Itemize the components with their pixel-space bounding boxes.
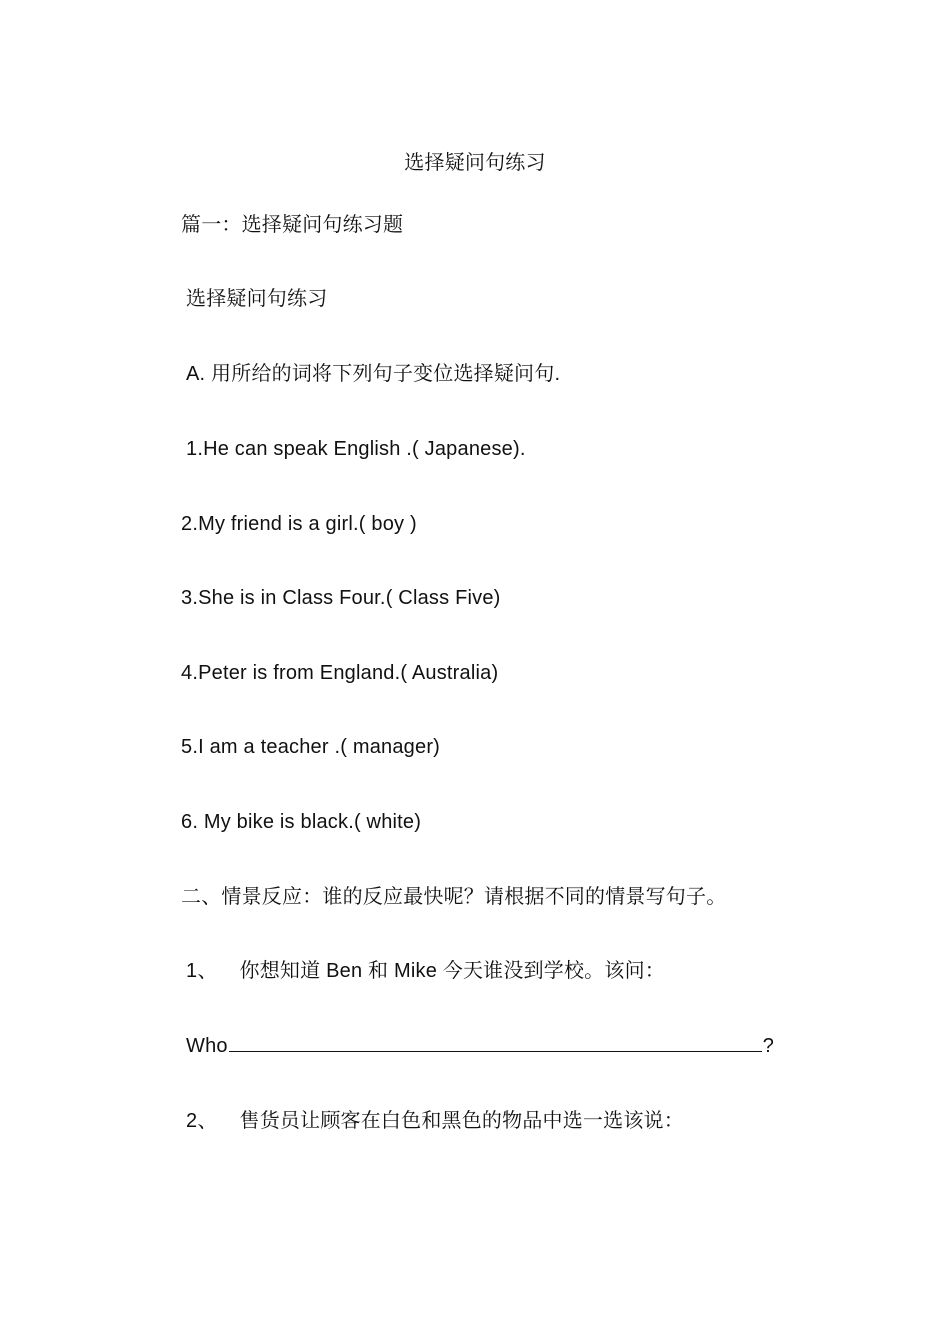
situation-item-2	[186, 1107, 684, 1135]
situation-item-1-number: 1、	[186, 960, 218, 982]
document-title: 选择疑问句练习	[404, 152, 546, 174]
exercise-item-1: 1.He can speak English .( Japanese).	[186, 438, 526, 460]
part-two-instruction: 二、情景反应：谁的反应最快呢？请根据不同的情景写句子。	[181, 886, 727, 908]
answer-line-1	[186, 1032, 774, 1060]
situation-item-1	[186, 957, 665, 985]
exercise-item-6: 6. My bike is black.( white)	[181, 811, 422, 833]
exercise-item-4: 4.Peter is from England.( Australia)	[181, 662, 499, 684]
answer-suffix: ?	[762, 1035, 775, 1057]
part-a-instruction: A. 用所给的词将下列句子变位选择疑问句.	[186, 363, 561, 385]
situation-item-2-text: 售货员让顾客在白色和黑色的物品中选一选该说：	[239, 1110, 684, 1132]
exercise-item-3: 3.She is in Class Four.( Class Five)	[181, 587, 501, 609]
answer-blank	[229, 1033, 762, 1052]
exercise-item-2: 2.My friend is a girl.( boy )	[181, 513, 417, 535]
situation-item-2-number: 2、	[186, 1110, 218, 1132]
situation-item-1-text: 你想知道 Ben 和 Mike 今天谁没到学校。该问：	[239, 960, 665, 982]
section-one-heading: 篇一：选择疑问句练习题	[181, 214, 404, 236]
exercise-item-5: 5.I am a teacher .( manager)	[181, 736, 441, 758]
answer-prefix: Who	[186, 1035, 228, 1057]
subheading: 选择疑问句练习	[186, 288, 328, 310]
